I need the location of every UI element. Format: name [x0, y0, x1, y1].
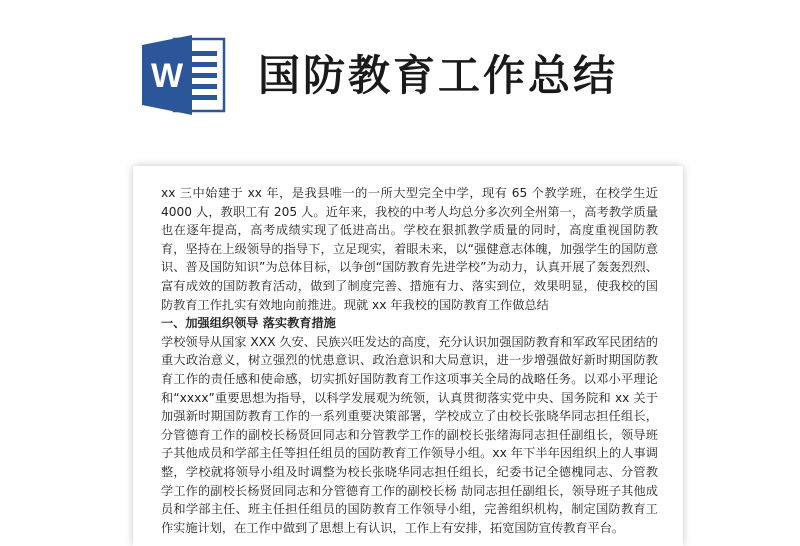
page-title: 国防教育工作总结: [258, 51, 619, 100]
word-document-icon: [140, 33, 228, 117]
header-banner: [0, 0, 800, 150]
document-page: [133, 166, 683, 546]
word-letter: W: [150, 57, 184, 95]
section-heading: 一、加强组织领导 落实教育措施: [161, 316, 336, 331]
paragraph-organization: 学校领导从国家 XXX 久安、民族兴旺发达的高度，充分认识加强国防教育和军政军民团结的重大政治意义，树立强烈的忧患意识、政治意识和大局意识，进一步增强做好新时期国防教育工作的责任感和使命感，切实抓好国防教育工作这项事关全局的战略任务。以邓小平理论和“xxxx”重要思想为指导，以科学发展观为统领，认真贯彻落实党中央、国务院和 xx 关于加强新时期国防教育工作的一系列重要决策部署，学校成立了由校长张晓华同志担任组长，分管德育工作的副校长杨贤回同志和分管教学工作的副校长张绪海同志担任副组长，领导班子其他成员和学部主任等担任组员的国防教育工作领导小组。xx 年下半年因组织上的人事调整，学校就将领导小组及时调整为校长张晓华同志担任组长，纪委书记全德槐同志、分管教学工作的副校长杨贤回同志和分管德育工作的副校长杨 劼同志担任副组长，领导班子其他成员和学部主任、班主任担任组员的国防教育工作领导小组，完善组织机构，制定国防教育工作实施计划，在工作中做到了思想上有认识，工作上有安排，拓宽国防宣传教育平台。: [161, 334, 658, 535]
paragraph-intro: xx 三中始建于 xx 年，是我县唯一的一所大型完全中学，现有 65 个教学班，在校学生近 4000 人，教职工有 205 人。近年来，我校的中考人均总分多次列全州第一，高考教学质量也在逐年提高，高考成绩实现了低进高出。学校在狠抓教学质量的同时，高度重视国防教育，坚持在上级领导的指导下，立足现实，着眼未来，以“强健意志体魄，加强学生的国防意识、普及国防知识”为总体目标，以争创“国防教育先进学校”为动力，认真开展了轰轰烈烈、富有成效的国防教育活动，做到了制度完善、措施有力、落实到位，效果明显，使我校的国防教育工作扎实有效地向前推进。现就 xx 年我校的国防教育工作做总结: [161, 186, 658, 312]
document-body: [161, 184, 658, 537]
